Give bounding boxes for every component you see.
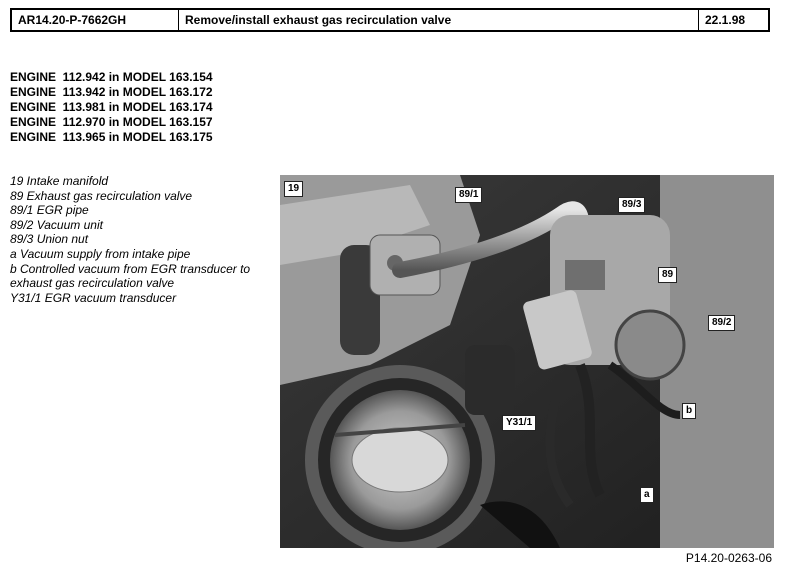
document-id: AR14.20-P-7662GH (12, 10, 179, 30)
legend-item: b Controlled vacuum from EGR transducer to exhaust gas recirculation valve (10, 261, 251, 291)
figure-id: P14.20-0263-06 (685, 551, 772, 565)
callout-89: 89 (658, 267, 677, 283)
callout-y31-1: Y31/1 (502, 415, 536, 431)
legend-item: 89 Exhaust gas recirculation valve (10, 188, 193, 203)
callout-89-2: 89/2 (708, 315, 735, 331)
legend-item: 89/3 Union nut (10, 232, 89, 247)
engine-list (10, 70, 213, 145)
callout-b: b (682, 403, 696, 419)
legend-item: 89/2 Vacuum unit (10, 217, 103, 232)
document-title: Remove/install exhaust gas recirculation valve (179, 10, 699, 30)
engine-photo (280, 175, 774, 548)
engine-line: ENGINE 113.942 in MODEL 163.172 (10, 85, 213, 99)
legend-item: Y31/1 EGR vacuum transducer (10, 290, 177, 305)
legend-item: 89/1 EGR pipe (10, 203, 89, 218)
engine-line: ENGINE 113.965 in MODEL 163.175 (10, 130, 213, 144)
engine-line: ENGINE 113.981 in MODEL 163.174 (10, 100, 213, 114)
document-header (10, 8, 770, 32)
engine-line: ENGINE 112.942 in MODEL 163.154 (10, 70, 213, 84)
document-date: 22.1.98 (705, 13, 746, 27)
engine-illustration (280, 175, 774, 548)
engine-line: ENGINE 112.970 in MODEL 163.157 (10, 115, 213, 129)
callout-89-3: 89/3 (618, 197, 645, 213)
callout-a: a (640, 487, 654, 503)
legend-item: a Vacuum supply from intake pipe (10, 246, 191, 261)
callout-19: 19 (284, 181, 303, 197)
callout-89-1: 89/1 (455, 187, 482, 203)
component-legend (10, 174, 272, 305)
legend-item: 19 Intake manifold (10, 174, 109, 188)
